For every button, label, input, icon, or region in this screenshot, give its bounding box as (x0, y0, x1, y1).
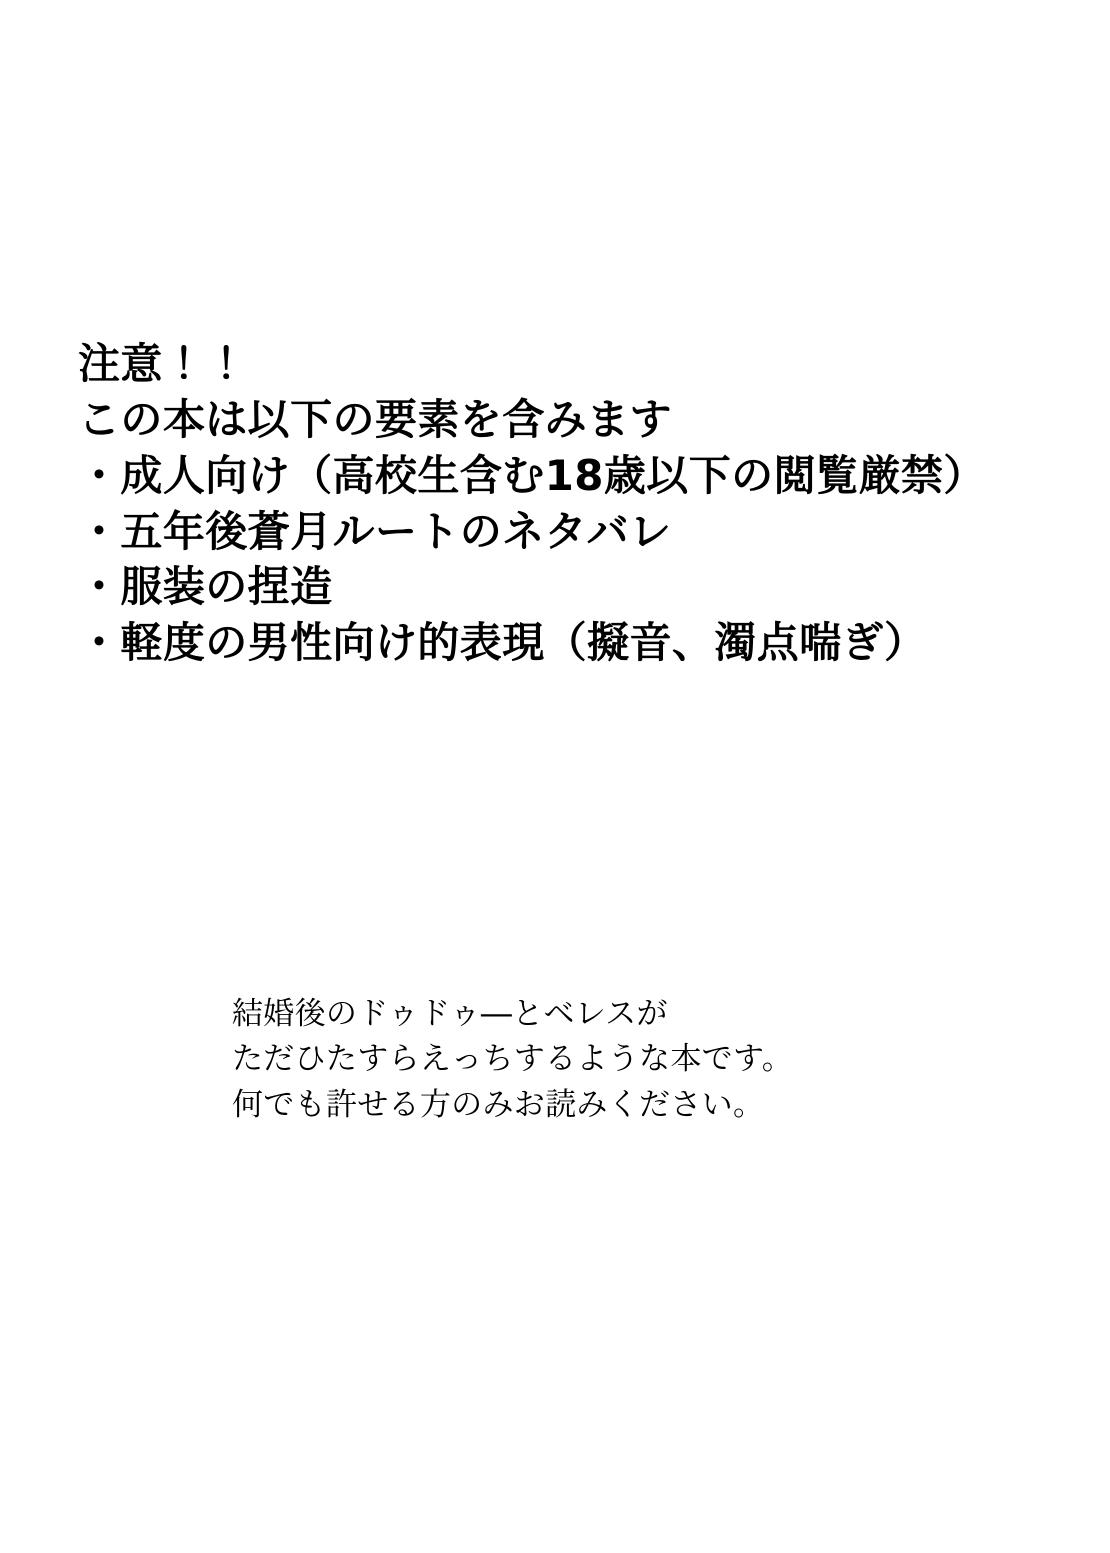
warning-item: ・成人向け（高校生含む18歳以下の閲覧厳禁） (78, 450, 986, 500)
warning-item: ・五年後蒼月ルートのネタバレ (78, 506, 672, 556)
note-line: ただひたすらえっちするような本です。 (232, 1041, 794, 1078)
warning-item: ・服装の捏造 (78, 562, 333, 612)
note-line: 何でも許せる方のみお読みください。 (232, 1086, 765, 1123)
description-note-block (232, 992, 992, 1128)
warning-item-list (78, 448, 1068, 671)
warning-item: ・軽度の男性向け的表現（擬音、濁点喘ぎ） (78, 618, 927, 668)
warning-title: 注意！！ (78, 339, 248, 388)
warning-subtitle: この本は以下の要素を含みます (78, 394, 672, 444)
note-line: 結婚後のドゥドゥ―とベレスが (232, 996, 668, 1032)
warning-notice-block (78, 336, 1068, 671)
